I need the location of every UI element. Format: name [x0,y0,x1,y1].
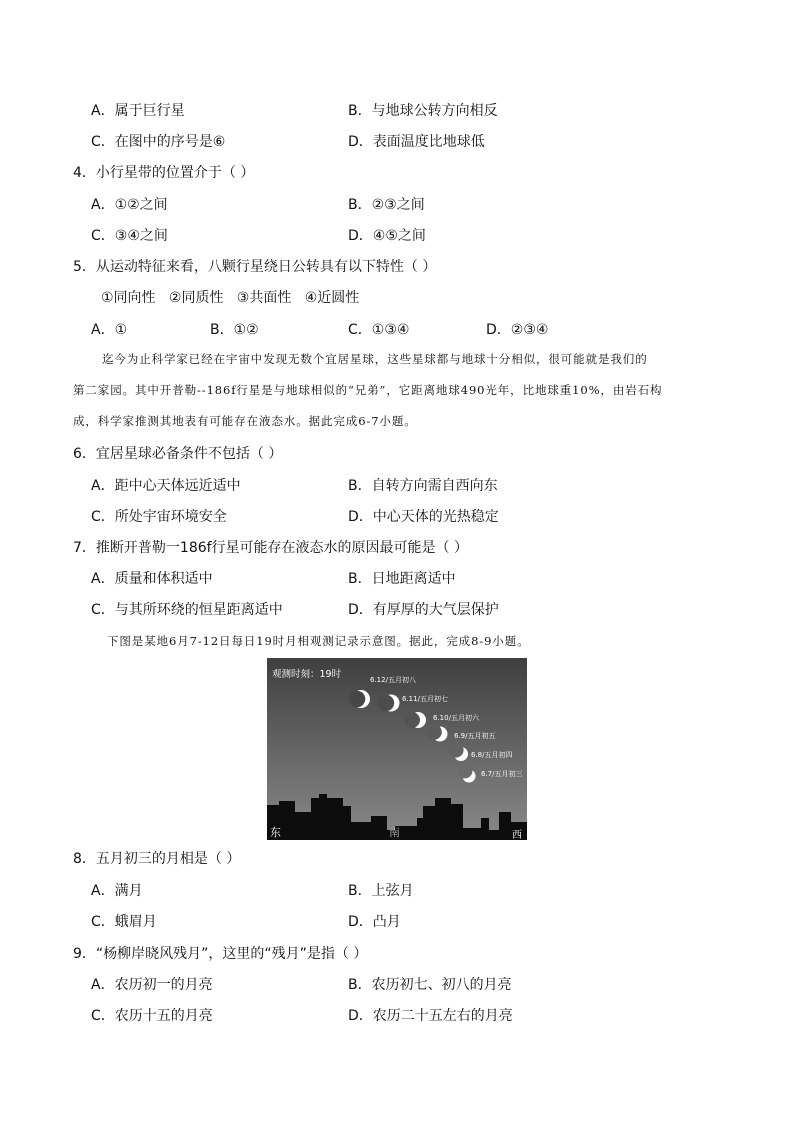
q9-option-c: C．农历十五的月亮 [91,1008,213,1024]
q5-stem: 5．从运动特征来看，八颗行星绕日公转具有以下特性（ ） [73,259,437,275]
q5-option-c: C．①③④ [348,322,410,338]
q3-option-c: C．在图中的序号是⑥ [91,134,226,150]
q8-stem: 8．五月初三的月相是（ ） [73,851,241,867]
moon-label-6-10: 6.10/五月初六 [433,714,479,722]
passage-6-7 [73,344,723,437]
moon-phase-figure [267,658,527,840]
q7-option-a: A．质量和体积适中 [91,571,213,587]
q8-option-b: B．上弦月 [348,883,414,899]
q3-option-a: A．属于巨行星 [91,103,185,119]
q4-stem: 4．小行星带的位置介于（ ） [73,165,255,181]
q8-option-c: C．蛾眉月 [91,914,157,930]
q3-option-d: D．表面温度比地球低 [348,134,485,150]
passage-line-2: 第二家园。其中开普勒--186f行星是与地球相似的“兄弟”，它距离地球490光年，比地球重10%，由岩石构 [73,383,663,397]
q5-features: ①同向性 ②同质性 ③共面性 ④近圆性 [101,290,360,306]
direction-west: 西 [512,830,522,840]
q7-option-b: B．日地距离适中 [348,571,456,587]
q7-option-c: C．与其所环绕的恒星距离适中 [91,602,283,618]
q6-option-a: A．距中心天体远近适中 [91,478,241,494]
moon-6-11 [378,695,400,712]
moon-label-6-8: 6.8/五月初四 [471,751,513,759]
q5-option-a: A．① [91,322,128,338]
q6-option-d: D．中心天体的光热稳定 [348,509,499,525]
q4-option-d: D．④⑤之间 [348,228,426,244]
moon-phase-illustration [267,658,527,840]
moon-label-6-7: 6.7/五月初三 [481,770,523,778]
passage-line-1: 迄今为止科学家已经在宇宙中发现无数个宜居星球，这些星球都与地球十分相似，很可能就是我们的 [102,352,648,366]
q6-option-c: C．所处宇宙环境安全 [91,509,227,525]
q9-option-d: D．农历二十五左右的月亮 [348,1008,513,1024]
moon-label-6-11: 6.11/五月初七 [402,695,448,703]
q6-option-b: B．自转方向需自西向东 [348,478,498,494]
q6-stem: 6．宜居星球必备条件不包括（ ） [73,446,283,462]
moon-label-6-12: 6.12/五月初八 [370,676,416,684]
direction-south: 南 [389,826,400,839]
q7-stem: 7．推断开普勒一186f行星可能存在液态水的原因最可能是（ ） [73,540,469,556]
q9-option-b: B．农历初七、初八的月亮 [348,977,512,993]
q4-option-a: A．①②之间 [91,197,168,213]
q4-option-b: B．②③之间 [348,197,425,213]
q5-option-b: B．①② [210,322,259,338]
q3-option-b: B．与地球公转方向相反 [348,103,498,119]
q9-option-a: A．农历初一的月亮 [91,977,213,993]
passage-8-9: 下图是某地6月7-12日每日19时月相观测记录示意图。据此，完成8-9小题。 [107,634,530,648]
q5-option-d: D．②③④ [486,322,549,338]
q4-option-c: C．③④之间 [91,228,168,244]
q7-option-d: D．有厚厚的大气层保护 [348,602,499,618]
moon-6-12 [349,690,370,708]
moon-label-6-9: 6.9/五月初五 [454,732,496,740]
passage-line-3: 成，科学家推测其地表有可能存在液态水。据此完成6-7小题。 [73,414,417,428]
direction-east: 东 [270,826,281,839]
q8-option-d: D．凸月 [348,914,401,930]
q8-option-a: A．满月 [91,883,143,899]
figure-title: 观测时刻：19时 [272,669,342,680]
moon-6-10 [404,712,426,728]
q9-stem: 9．“杨柳岸晓风残月”，这里的“残月”是指（ ） [73,946,368,962]
